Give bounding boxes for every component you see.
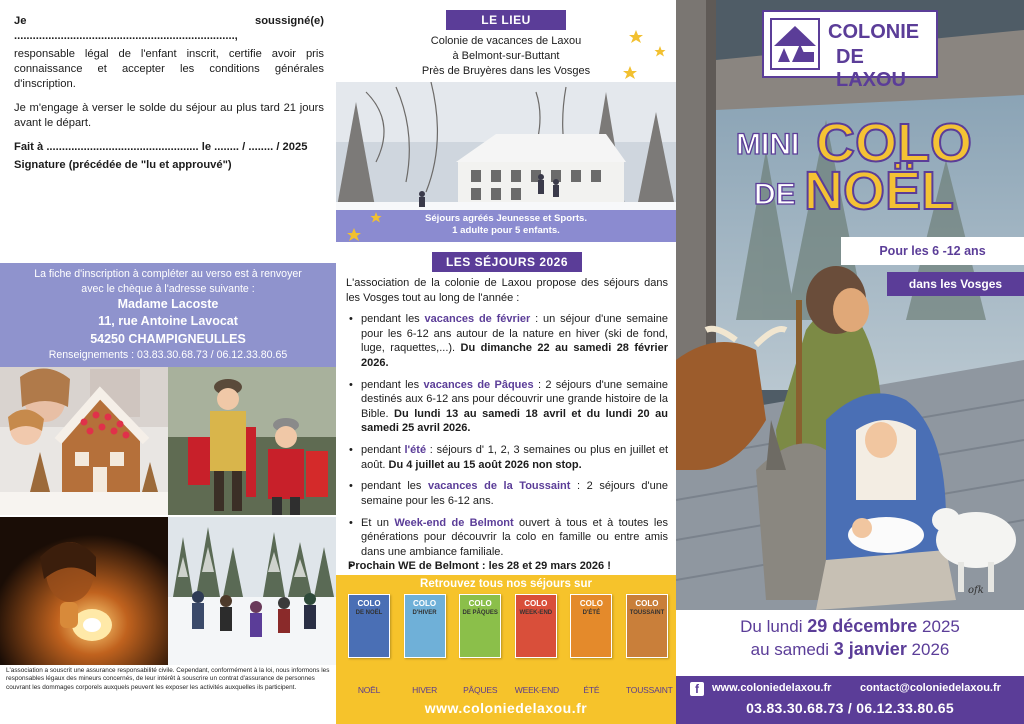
date-line-1: Du lundi 29 décembre 2025 <box>740 616 960 636</box>
address-info: Renseignements : 03.83.30.68.73 / 06.12.33.80.65 <box>48 348 288 361</box>
photo-gingerbread-house <box>0 367 168 515</box>
sejours-list <box>348 312 668 581</box>
lieu-tag: LE LIEU <box>446 10 566 30</box>
region-badge: dans les Vosges <box>887 272 1024 296</box>
approval-line-2: 1 adulte pour 5 enfants. <box>452 224 560 236</box>
brochures-title: Retrouvez tous nos séjours sur <box>420 578 592 590</box>
contact-email[interactable]: contact@coloniedelaxou.fr <box>860 682 1001 694</box>
address-intro-1: La fiche d'inscription à compléter au verso est à renvoyer <box>34 268 302 280</box>
lieu-line-2: à Belmont-sur-Buttant <box>452 50 560 63</box>
brochure-cover-paques[interactable]: COLO DE PÂQUES <box>459 594 501 658</box>
commitment-text: Je m'engage à verser le solde du séjour au plus tard 21 jours avant le départ. <box>14 102 324 129</box>
title-de: DE <box>754 178 796 211</box>
event-dates <box>676 610 1024 676</box>
brochure-covers <box>348 594 668 658</box>
signatory-line: Je soussigné(e) ......................................................................., <box>14 15 324 42</box>
responsible-text: responsable légal de l'enfant inscrit, certifie avoir pris connaissance et accepter les conditions générales d'inscription. <box>14 48 324 90</box>
stars-decoration <box>616 26 676 82</box>
signature-line: Signature (précédée de "lu et approuvé") <box>14 159 232 171</box>
sejour-item: • pendant les vacances de la Toussaint : 2 séjours d'une semaine pour les 6-12 ans. <box>348 479 668 508</box>
stars-decoration-2 <box>336 208 386 248</box>
sejours-intro: L'association de la colonie de Laxou propose des séjours dans les Vosges tout au long de l'année : <box>346 277 668 304</box>
brochure-label: NOËL <box>357 685 381 695</box>
middle-panel <box>336 0 676 724</box>
place-date-line: Fait à ................................................. le ........ / ........ / 2025 <box>14 141 308 153</box>
brochure-label: ÉTÉ <box>583 685 600 695</box>
photo-snow-dance <box>168 517 336 665</box>
approval-caption <box>336 210 676 242</box>
title-colo: COLO <box>816 113 972 173</box>
title-noel: NOËL <box>804 161 955 221</box>
approval-line-1: Séjours agréés Jeunesse et Sports. <box>424 213 588 224</box>
brochure-label: PÂQUES <box>463 685 498 695</box>
insurance-notice: L'association a souscrit une assurance responsabilité civile. Cependant, conformément à la loi, nous informons les responsables légaux des mineurs concernés, de leur intérêt à souscrire un contrat d'assurance de personnes couvrant les dommages corporels auxquels peuvent les exposer les activités auxquelles ils participent. <box>6 667 330 691</box>
brochure-label: HIVER <box>412 685 438 695</box>
back-panel <box>0 0 336 724</box>
lieu-line-1: Colonie de vacances de Laxou <box>430 35 582 47</box>
cover-panel <box>676 0 1024 724</box>
lieu-line-3: Près de Bruyères dans les Vosges <box>421 65 591 78</box>
title-mini: MINI <box>736 128 800 161</box>
artist-signature: ofk <box>968 585 984 596</box>
phone-numbers: 03.83.30.68.73 / 06.12.33.80.65 <box>746 700 954 716</box>
photo-colony-house-snow <box>336 82 676 242</box>
mailing-address-box <box>0 263 336 367</box>
brochures-banner <box>336 575 676 724</box>
photo-candle <box>0 517 168 665</box>
colony-logo <box>762 10 938 91</box>
sejour-item: • pendant l'été : séjours d' 1, 2, 3 semaines ou plus en juillet et août. Du 4 juillet au 15 août 2026 non stop. <box>348 443 668 472</box>
address-name: Madame Lacoste <box>117 297 219 312</box>
address-intro-2: avec le chèque à l'adresse suivante : <box>81 282 255 295</box>
address-street: 11, rue Antoine Lavocat <box>98 314 238 329</box>
brochure-label: TOUSSAINT <box>625 685 673 695</box>
address-city: 54250 CHAMPIGNEULLES <box>90 331 246 346</box>
brochure-cover-weekend[interactable]: COLO WEEK-END <box>515 594 557 658</box>
brochure-cover-toussaint[interactable]: COLO TOUSSAINT <box>626 594 668 658</box>
contact-bar <box>676 676 1024 724</box>
age-badge: Pour les 6 -12 ans <box>841 237 1024 265</box>
website-url[interactable]: www.coloniedelaxou.fr <box>712 682 832 694</box>
registration-form <box>0 0 336 173</box>
logo-line-2: DE LAXOU <box>836 46 906 91</box>
website-link[interactable]: www.coloniedelaxou.fr <box>424 700 588 716</box>
brochure-labels <box>348 685 673 695</box>
sejour-item: • Et un Week-end de Belmont ouvert à tous et à toutes les générations pour découvrir la colo en famille ou entre amis dans une ambiance familiale. <box>348 516 668 560</box>
brochure-label: WEEK-END <box>514 685 559 695</box>
house-icon <box>770 18 820 70</box>
next-weekend: • Prochain WE de Belmont : les 28 et 29 mars 2026 ! <box>348 559 668 574</box>
sejours-tag: LES SÉJOURS 2026 <box>432 252 582 272</box>
photo-roman-costumes <box>168 367 336 515</box>
sejour-item: • pendant les vacances de février : un séjour d'une semaine pour les 6-12 ans autour de la nature en hiver (ski de fond, luge, raquettes,...). Du dimanche 22 au samedi 28 février 2026. <box>348 312 668 371</box>
date-line-2: au samedi 3 janvier 2026 <box>750 639 950 660</box>
logo-line-1: COLONIE <box>828 21 920 43</box>
brochure-cover-hiver[interactable]: COLO D'HIVER <box>404 594 446 658</box>
brochure-cover-noel[interactable]: COLO DE NOËL <box>348 594 390 658</box>
facebook-icon[interactable]: f <box>690 682 704 696</box>
brochure-cover-ete[interactable]: COLO D'ÉTÉ <box>570 594 612 658</box>
sejour-item: • pendant les vacances de Pâques : 2 séjours d'une semaine destinés aux 6-12 ans pour découvrir une grande histoire de la Bible. Du lundi 13 au samedi 18 avril et du lundi 20 au samedi 25 avril 2026. <box>348 378 668 437</box>
